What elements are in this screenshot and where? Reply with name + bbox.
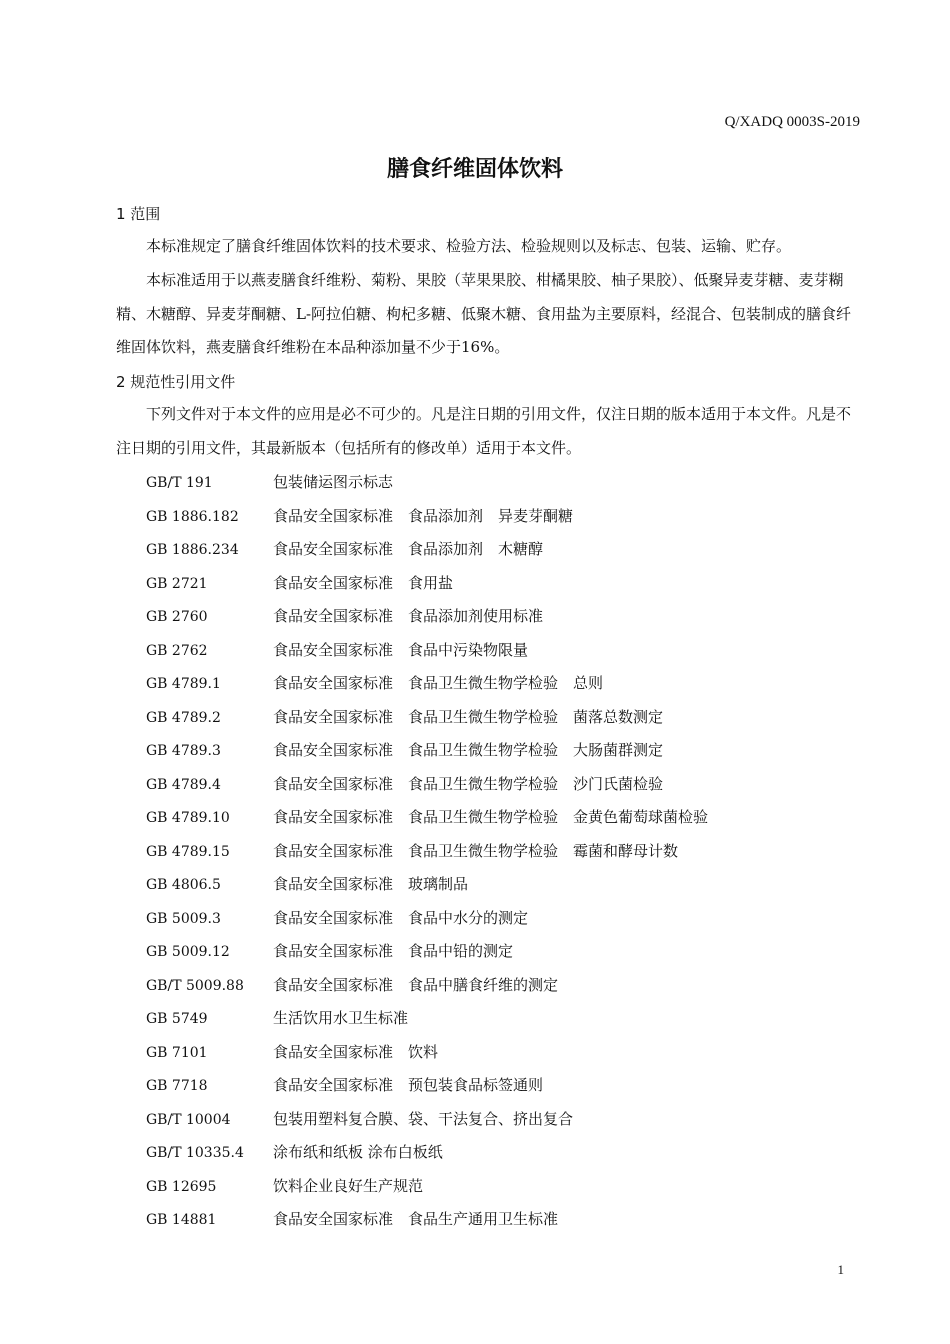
reference-code: GB 7718 [146,1078,208,1094]
reference-code: GB 2721 [146,575,208,592]
reference-name: 食品安全国家标准 食品卫生微生物学检验 金黄色葡萄球菌检验 [273,808,709,826]
reference-item [146,1069,861,1103]
reference-code: GB 4789.2 [146,709,221,726]
reference-item [146,1136,861,1170]
reference-name: 饮料企业良好生产规范 [273,1176,424,1195]
reference-code: GB 1886.182 [146,508,239,525]
section-heading-references: 2 规范性引用文件 [116,373,236,391]
reference-name: 涂布纸和纸板 涂布白板纸 [273,1143,443,1161]
references-intro-paragraph [116,398,861,465]
reference-item [146,600,861,634]
reference-name: 食品安全国家标准 食品生产通用卫生标准 [273,1210,559,1228]
reference-item [146,1036,861,1070]
reference-code: GB 1886.234 [146,542,239,558]
reference-code: GB 12695 [146,1178,217,1195]
reference-item [146,868,861,902]
references-intro-text: 下列文件对于本文件的应用是必不可少的。凡是注日期的引用文件，仅注日期的版本适用于本文件。凡是不注日期的引用文件，其最新版本（包括所有的修改单）适用于本文件。 [116,405,852,457]
reference-code: GB/T 191 [146,475,213,491]
document-code: Q/XADQ 0003S-2019 [724,114,860,130]
reference-name: 食品安全国家标准 玻璃制品 [273,875,469,893]
section-heading-scope: 1 范围 [116,205,161,223]
reference-code: GB 4789.4 [146,776,221,793]
reference-item [146,935,861,969]
reference-item [146,1103,861,1137]
reference-name: 食品安全国家标准 饮料 [273,1042,439,1061]
reference-name: 食品安全国家标准 食品中铅的测定 [273,942,514,960]
reference-name: 食品安全国家标准 食品中水分的测定 [273,908,529,927]
reference-item [146,701,861,735]
scope-paragraph-1-text: 本标准规定了膳食纤维固体饮料的技术要求、检验方法、检验规则以及标志、包装、运输、贮存。 [146,237,792,255]
reference-code: GB 4789.15 [146,843,230,860]
reference-code: GB 5009.12 [146,944,230,960]
reference-name: 包装储运图示标志 [273,473,394,491]
reference-code: GB 5009.3 [146,910,221,927]
reference-item [146,567,861,601]
reference-code: GB 5749 [146,1011,208,1027]
reference-item [146,835,861,869]
reference-item [146,801,861,835]
reference-code: GB/T 5009.88 [146,977,244,994]
reference-code: GB/T 10004 [146,1111,231,1128]
reference-item [146,533,861,567]
reference-item [146,466,861,500]
reference-name: 食品安全国家标准 食品添加剂 异麦芽酮糖 [273,506,574,525]
reference-list [146,466,861,1237]
reference-name: 食品安全国家标准 食品卫生微生物学检验 大肠菌群测定 [273,741,664,759]
reference-code: GB 4789.1 [146,676,221,692]
reference-code: GB 4789.3 [146,743,221,759]
reference-code: GB 4789.10 [146,810,230,826]
reference-item [146,667,861,701]
reference-name: 食品安全国家标准 食品卫生微生物学检验 菌落总数测定 [273,707,664,726]
reference-item [146,500,861,534]
page-number: 1 [837,1262,844,1277]
reference-item [146,1203,861,1237]
scope-paragraph-2 [116,264,861,365]
reference-item [146,1002,861,1036]
scope-paragraph-2-text: 本标准适用于以燕麦膳食纤维粉、菊粉、果胶（苹果果胶、柑橘果胶、柚子果胶）、低聚异麦芽糖、麦芽糊精、木糖醇、异麦芽酮糖、L-阿拉伯糖、枸杞多糖、低聚木糖、食用盐为主要原料，经混合、包装制成的膳食纤维固体饮料，燕麦膳食纤维粉在本品种添加量不少于16%。 [116,271,852,357]
scope-paragraph-1 [116,230,861,264]
reference-code: GB 2762 [146,642,208,659]
reference-name: 食品安全国家标准 食用盐 [273,573,454,592]
reference-name: 生活饮用水卫生标准 [273,1009,409,1027]
reference-name: 食品安全国家标准 食品中污染物限量 [273,640,529,659]
reference-name: 食品安全国家标准 食品卫生微生物学检验 总则 [273,674,604,692]
reference-item [146,734,861,768]
reference-name: 食品安全国家标准 食品卫生微生物学检验 沙门氏菌检验 [273,774,664,793]
reference-name: 食品安全国家标准 食品添加剂 木糖醇 [273,540,544,558]
reference-name: 食品安全国家标准 食品中膳食纤维的测定 [273,975,559,994]
reference-code: GB 4806.5 [146,877,221,893]
reference-code: GB 2760 [146,609,208,625]
reference-code: GB/T 10335.4 [146,1145,244,1161]
reference-item [146,902,861,936]
reference-name: 食品安全国家标准 预包装食品标签通则 [273,1076,544,1094]
reference-item [146,1170,861,1204]
reference-code: GB 7101 [146,1044,208,1061]
reference-item [146,634,861,668]
reference-name: 食品安全国家标准 食品添加剂使用标准 [273,607,544,625]
reference-item [146,969,861,1003]
reference-name: 食品安全国家标准 食品卫生微生物学检验 霉菌和酵母计数 [273,841,679,860]
reference-code: GB 14881 [146,1212,217,1228]
reference-name: 包装用塑料复合膜、袋、干法复合、挤出复合 [273,1109,574,1128]
document-title: 膳食纤维固体饮料 [386,157,563,182]
reference-item [146,768,861,802]
